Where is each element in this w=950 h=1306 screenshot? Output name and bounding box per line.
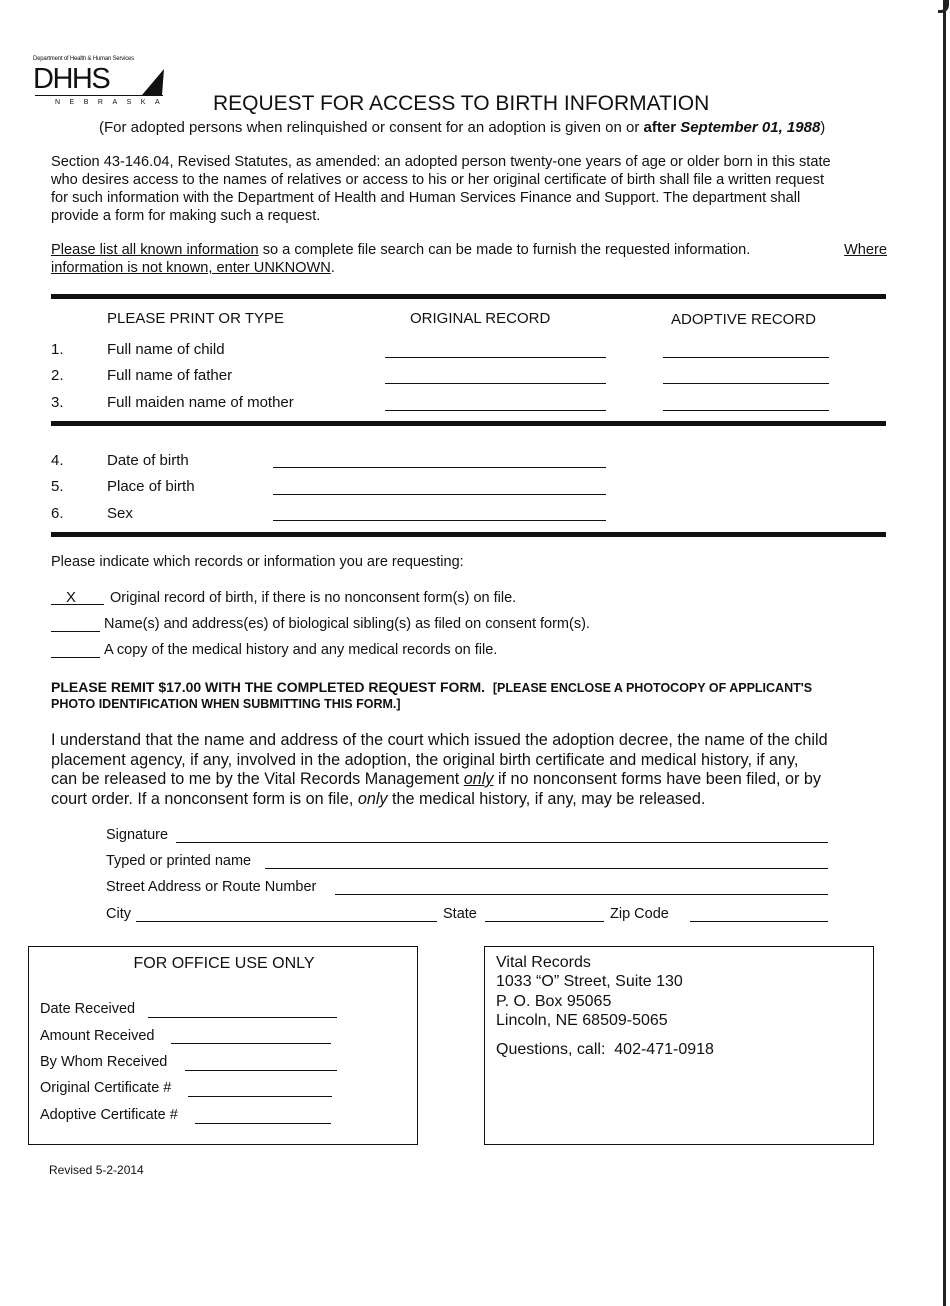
remit-notice [51, 679, 812, 695]
understand-line: placement agency, if any, involved in the adoption, the original birth certificate and medical history, if any, [51, 750, 799, 769]
page-subtitle [99, 119, 825, 136]
place-of-birth-field[interactable] [273, 494, 606, 495]
typed-name-field[interactable] [265, 868, 828, 869]
original-cert-field[interactable] [188, 1096, 332, 1097]
understand-line: I understand that the name and address of the court which issued the adoption decree, the name of the child [51, 731, 828, 749]
column-header-label: PLEASE PRINT OR TYPE [107, 310, 285, 327]
section-divider [51, 421, 886, 426]
understand-only: only [357, 789, 388, 808]
section-divider [51, 532, 886, 537]
row-label-sex: Sex [107, 505, 133, 522]
logo-agency-text: Department of Health & Human Services [33, 56, 134, 62]
state-field[interactable] [485, 921, 604, 922]
office-field-label: Adoptive Certificate # [40, 1107, 178, 1123]
option-blank[interactable] [51, 604, 104, 605]
subtitle-date: September 01, 1988 [680, 119, 821, 136]
option-label: A copy of the medical history and any medical records on file. [104, 642, 498, 658]
child-adoptive-field[interactable] [663, 357, 829, 358]
logo-name: DHHS [33, 63, 110, 95]
instructions-where: Where [844, 242, 887, 258]
instructions-paragraph [51, 241, 887, 277]
signature-field[interactable] [176, 842, 828, 843]
column-header-adoptive: ADOPTIVE RECORD [671, 311, 817, 328]
zip-field[interactable] [690, 921, 828, 922]
row-label-dob: Date of birth [107, 452, 189, 469]
revised-date: Revised 5-2-2014 [49, 1163, 144, 1177]
father-original-field[interactable] [385, 383, 606, 384]
instructions-text: so a complete file search can be made to furnish the requested information. [262, 242, 751, 258]
office-field-label: By Whom Received [40, 1054, 168, 1070]
office-use-title: FOR OFFICE USE ONLY [133, 955, 315, 972]
child-original-field[interactable] [385, 357, 606, 358]
row-label-mother: Full maiden name of mother [107, 394, 294, 411]
amount-received-field[interactable] [171, 1043, 331, 1044]
state-label: State [443, 906, 477, 922]
adoptive-cert-field[interactable] [195, 1123, 331, 1124]
understand-paragraph [51, 731, 887, 809]
row-number: 5. [51, 478, 64, 495]
understand-text: can be released to me by the Vital Records Management [51, 770, 460, 788]
remit-main: PLEASE REMIT $17.00 WITH THE COMPLETED REQUEST FORM. [51, 679, 486, 695]
street-label: Street Address or Route Number [106, 879, 317, 895]
request-prompt: Please indicate which records or information you are requesting: [51, 554, 464, 570]
vital-phone: Questions, call: 402-471-0918 [496, 1041, 714, 1058]
subtitle-text: (For adopted persons when relinquished or consent for an adoption is given on or [99, 119, 640, 136]
sex-field[interactable] [273, 520, 606, 521]
mother-adoptive-field[interactable] [663, 410, 829, 411]
office-field-label: Date Received [40, 1001, 136, 1017]
row-label-child: Full name of child [107, 341, 225, 358]
office-field-label: Amount Received [40, 1028, 155, 1044]
option-blank[interactable] [51, 631, 100, 632]
logo-state: NEBRASKA [55, 99, 170, 106]
city-label: City [106, 906, 131, 922]
option-label: Original record of birth, if there is no nonconsent form(s) on file. [110, 590, 517, 606]
page-title: REQUEST FOR ACCESS TO BIRTH INFORMATION [213, 92, 710, 115]
option-mark: X [66, 589, 77, 606]
date-received-field[interactable] [148, 1017, 337, 1018]
row-number: 4. [51, 452, 64, 469]
zip-label: Zip Code [610, 906, 669, 922]
page-edge-shadow [943, 0, 946, 1306]
remit-note: [PLEASE ENCLOSE A PHOTOCOPY OF APPLICANT'S [492, 681, 813, 695]
option-label: Name(s) and address(es) of biological sibling(s) as filed on consent form(s). [104, 616, 590, 632]
city-field[interactable] [136, 921, 437, 922]
row-number: 3. [51, 394, 64, 411]
statute-line: provide a form for making such a request. [51, 208, 321, 224]
mother-original-field[interactable] [385, 410, 606, 411]
row-label-place: Place of birth [107, 478, 195, 495]
option-blank[interactable] [51, 657, 100, 658]
typed-name-label: Typed or printed name [106, 853, 252, 869]
statute-paragraph [51, 153, 887, 225]
subtitle-close: ) [820, 119, 826, 136]
remit-note-line2: PHOTO IDENTIFICATION WHEN SUBMITTING THIS FORM.] [51, 697, 401, 711]
instructions-period: . [330, 260, 335, 276]
subtitle-after: after [643, 119, 677, 136]
by-whom-field[interactable] [185, 1070, 337, 1071]
vital-address-line: P. O. Box 95065 [496, 993, 612, 1010]
section-divider [51, 294, 886, 299]
date-of-birth-field[interactable] [273, 467, 606, 468]
statute-line: who desires access to the names of relatives or access to his or her original certificate of birth shall file a written request [51, 172, 825, 188]
page-corner-mark [938, 0, 949, 13]
vital-address-line: Lincoln, NE 68509-5065 [496, 1012, 668, 1029]
office-field-label: Original Certificate # [40, 1080, 172, 1096]
instructions-unknown: information is not known, enter UNKNOWN [51, 260, 331, 276]
street-field[interactable] [335, 894, 828, 895]
row-number: 2. [51, 367, 64, 384]
logo-rule [35, 95, 163, 96]
row-label-father: Full name of father [107, 367, 233, 384]
understand-text: court order. If a nonconsent form is on file, [51, 789, 354, 808]
signature-label: Signature [106, 827, 169, 843]
understand-text: the medical history, if any, may be released. [392, 789, 706, 808]
instructions-emphasis: Please list all known information [51, 242, 259, 258]
column-header-original: ORIGINAL RECORD [410, 310, 551, 327]
row-number: 6. [51, 505, 64, 522]
row-number: 1. [51, 341, 64, 358]
vital-address-line: 1033 “O” Street, Suite 130 [496, 973, 683, 990]
understand-text: if no nonconsent forms have been filed, or by [497, 770, 821, 788]
father-adoptive-field[interactable] [663, 383, 829, 384]
logo-swoosh-icon [140, 67, 166, 97]
statute-line: Section 43-146.04, Revised Statutes, as amended: an adopted person twenty-one years of age or older born in this state [51, 154, 831, 170]
statute-line: for such information with the Department of Health and Human Services Finance and Support. The department shall [51, 190, 801, 206]
understand-only: only [463, 770, 494, 788]
vital-records-name: Vital Records [496, 954, 591, 971]
